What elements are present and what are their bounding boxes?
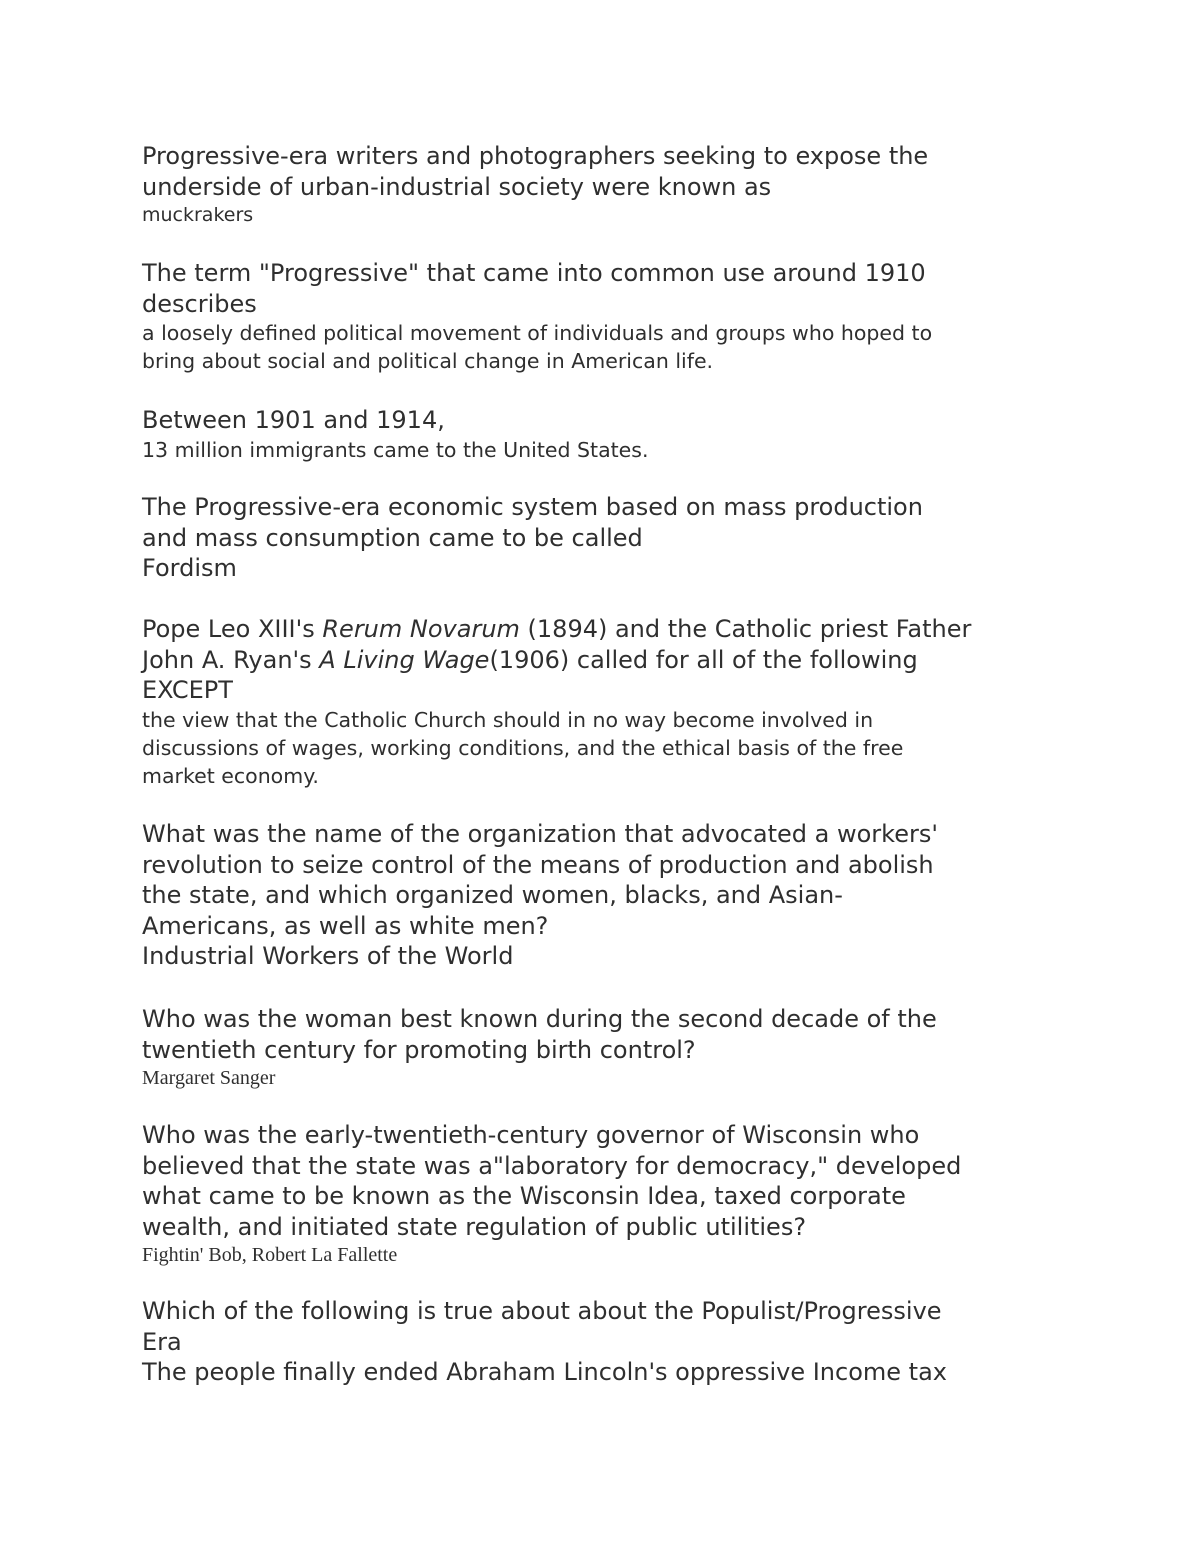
question-line: Which of the following is true about about the Populist/Progressive [142, 1297, 942, 1325]
question-line: wealth, and initiated state regulation of public utilities? [142, 1212, 807, 1241]
question-text [142, 492, 1072, 553]
qa-item-rerum-novarum [142, 614, 1072, 790]
answer-line: a loosely defined political movement of individuals and groups who hoped to [142, 321, 933, 345]
question-text [142, 1004, 1072, 1065]
qa-item-immigrants [142, 405, 1072, 464]
qa-item-birth-control [142, 1004, 1072, 1091]
question-segment: John A. Ryan's [142, 645, 320, 674]
answer-text: 13 million immigrants came to the United States. [142, 437, 649, 462]
question-line: The term "Progressive" that came into common use around 1910 [142, 259, 926, 287]
question-line: believed that the state was a"laboratory for democracy," developed [142, 1151, 962, 1180]
answer-text: The people finally ended Abraham Lincoln's oppressive Income tax [142, 1358, 947, 1386]
question-text [142, 819, 1072, 941]
question-segment: Pope Leo XIII's [142, 615, 323, 643]
question-line: Era [142, 1327, 182, 1356]
question-line: revolution to seize control of the means of production and abolish [142, 850, 934, 879]
question-line: twentieth century for promoting birth control? [142, 1035, 696, 1064]
work-title-living-wage: A Living Wage [319, 645, 490, 674]
question-line: Between 1901 and 1914, [142, 406, 445, 434]
question-text [142, 141, 1072, 202]
qa-item-progressive-term [142, 258, 1072, 375]
qa-item-iww [142, 819, 1072, 972]
answer-text: Industrial Workers of the World [142, 942, 514, 970]
answer-text: Margaret Sanger [142, 1067, 276, 1089]
question-line: what came to be known as the Wisconsin Idea, taxed corporate [142, 1182, 906, 1210]
question-segment: (1906) called for all of the following [489, 645, 918, 674]
question-line [142, 614, 1072, 645]
question-line: and mass consumption came to be called [142, 523, 643, 552]
question-line: Americans, as well as white men? [142, 911, 549, 940]
question-line: the state, and which organized women, blacks, and Asian- [142, 881, 843, 909]
question-text [142, 405, 1072, 436]
question-line: The Progressive-era economic system based on mass production [142, 493, 923, 521]
question-line: What was the name of the organization that advocated a workers' [142, 820, 938, 848]
question-line [142, 645, 1072, 676]
work-title-rerum-novarum: Rerum Novarum [322, 615, 520, 643]
question-line: underside of urban-industrial society were known as [142, 172, 772, 201]
question-segment: (1894) and the Catholic priest Father [519, 615, 972, 643]
qa-item-wisconsin-governor [142, 1120, 1072, 1268]
answer-text: Fightin' Bob, Robert La Fallette [142, 1244, 398, 1266]
question-text [142, 1120, 1072, 1242]
answer-line: market economy. [142, 763, 319, 788]
answer-text: muckrakers [142, 204, 254, 226]
qa-item-fordism [142, 492, 1072, 584]
question-line: describes [142, 289, 257, 318]
answer-text [142, 706, 1072, 790]
question-line: Who was the woman best known during the second decade of the [142, 1005, 937, 1033]
answer-line: discussions of wages, working conditions, and the ethical basis of the free [142, 735, 904, 760]
question-text [142, 1296, 1072, 1357]
question-text [142, 258, 1072, 319]
answer-line: bring about social and political change in American life. [142, 349, 714, 373]
answer-text [142, 319, 1072, 375]
question-line: EXCEPT [142, 676, 233, 704]
question-line: Who was the early-twentieth-century governor of Wisconsin who [142, 1121, 920, 1149]
answer-text: Fordism [142, 554, 237, 582]
qa-item-populist-era [142, 1296, 1072, 1388]
qa-item-muckrakers [142, 141, 1072, 228]
question-line: Progressive-era writers and photographers seeking to expose the [142, 142, 929, 170]
answer-line: the view that the Catholic Church should in no way become involved in [142, 707, 874, 732]
question-text [142, 614, 1072, 706]
